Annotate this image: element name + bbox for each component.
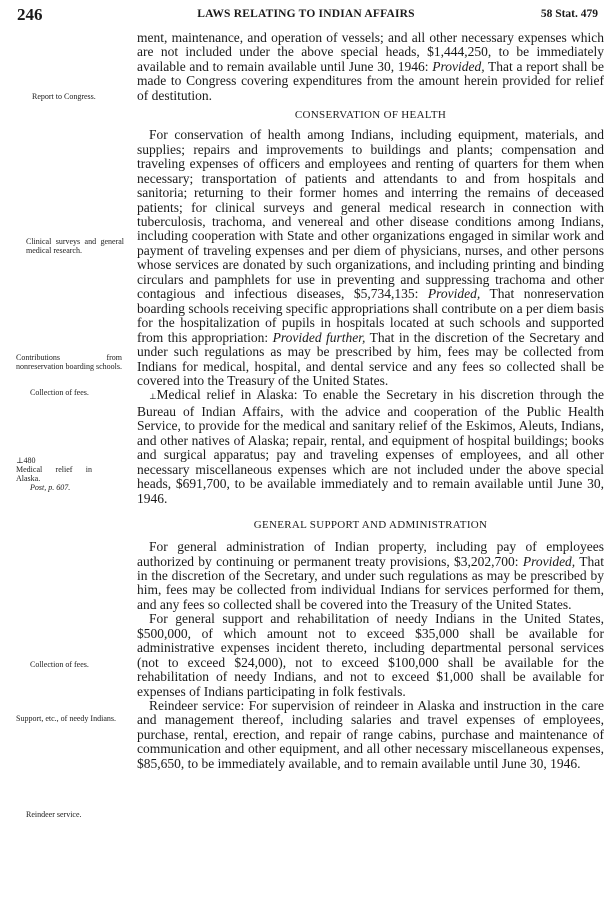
margin-note-contributions: Contributions from nonreservation boarding schools. [16,353,122,371]
margin-note-post: Post, p. 607. [30,483,71,492]
margin-note-support: Support, etc., of needy Indians. [16,714,116,723]
paragraph-vessels: ment, maintenance, and operation of vessels; and all other necessary expenses which are not included under the above special heads, $1,444,250, to be immediately available and to remain available until June 30, 1946: Provided, That a report shall be made to Congress covering expenditures from the amount herein provided for relief of destitution. [137,30,604,103]
paragraph-medical-relief-alaska: ⊥Medical relief in Alaska: To enable the Secretary in his discretion through the Bureau of Indian Affairs, with the advice and cooperation of the Public Health Service, to provide for the medical and sanitary relief of the Eskimos, Aleuts, Indians, and other natives of Alaska; repair, rental, and equipment of hospital buildings; books and surgical apparatus; pay and traveling expenses of employees, and all other necessary miscellaneous expenses which are not included under the above special heads, $691,700, to be available immediately and to remain available until June 30, 1946. [137,387,604,506]
paragraph-reindeer-service: Reindeer service: For supervision of reindeer in Alaska and instruction in the care and management thereof, including salaries and travel expenses of employees, purchase, rental, erection, and repair of range cabins, purchase and maintenance of communication and other equipment, and all other necessary miscellaneous expenses, $85,650, to be immediately available, and to remain available until June 30, 1946. [137,698,604,771]
statute-reference: 58 Stat. 479 [540,8,598,20]
main-text [137,31,604,771]
margin-note-reindeer: Reindeer service. [26,810,82,819]
paragraph-general-administration: For general administration of Indian property, including pay of employees authorized by continuing or permanent treaty provisions, $3,202,700: Provided, That in the discretion of the Secretary, and under such regulations as may be prescribed by him, fees may be collected from individual Indians for services performed for them, and any fees so collected shall be covered into the Treasury of the United States. [137,539,604,612]
page-header [0,0,612,30]
margin-note-fees-1: Collection of fees. [30,388,89,397]
running-title: LAWS RELATING TO INDIAN AFFAIRS [197,8,415,20]
section-heading-conservation: CONSERVATION OF HEALTH [294,109,447,122]
section-heading-general-support: GENERAL SUPPORT AND ADMINISTRATION [253,519,488,532]
page-number: 246 [17,5,43,24]
margin-note-page-marker: ⊥480 [16,456,36,465]
paragraph-conservation-of-health: For conservation of health among Indians, including equipment, materials, and supplies; repairs and improvements to buildings and plants; compensation and traveling expenses of officers and employees and renting of quarters for them when necessary; transportation of patients and attendants to and from hospitals and sanitoria; returning to their former homes and interring the remains of deceased patients; for clinical surveys and general medical research in connection with tuberculosis, trachoma, and venereal and other disease conditions among Indians, including cooperation with State and other organizations engaged in similar work and payment of traveling expenses and per diem of physicians, nurses, and other persons whose services are donated by such organizations, and including printing and binding circulars and pamphlets for use in preventing and suppressing trachoma and other contagious and infectious diseases, $5,734,135: Provided, That nonreservation boarding schools receiving specific appropriations shall contribute on a per diem basis for the hospitalization of pupils in hospitals located at such schools and supported from this appropriation: Provided further, That in the discretion of the Secretary and under such regulations as may be prescribed by him, fees may be collected from Indians for medical, hospital, and dental service and any fees so collected shall be covered into the Treasury of the United States. [137,127,604,388]
margin-note-medical-relief: Medical relief in Alaska. [16,465,92,483]
paragraph-support-needy-indians: For general support and rehabilitation of needy Indians in the United States, $500,000, of which amount not to exceed $35,000 shall be available for administrative expenses incident thereto, including departmental personal services (not to exceed $24,000), not to exceed $100,000 shall be available for the rehabilitation of needy Indians, and not to exceed $1,000 shall be available for expenses of Indians participating in folk festivals. [137,611,604,699]
margin-note-report: Report to Congress. [32,92,96,101]
margin-note-fees-2: Collection of fees. [30,660,89,669]
margin-note-clinical: Clinical surveys and general medical research. [26,237,124,255]
